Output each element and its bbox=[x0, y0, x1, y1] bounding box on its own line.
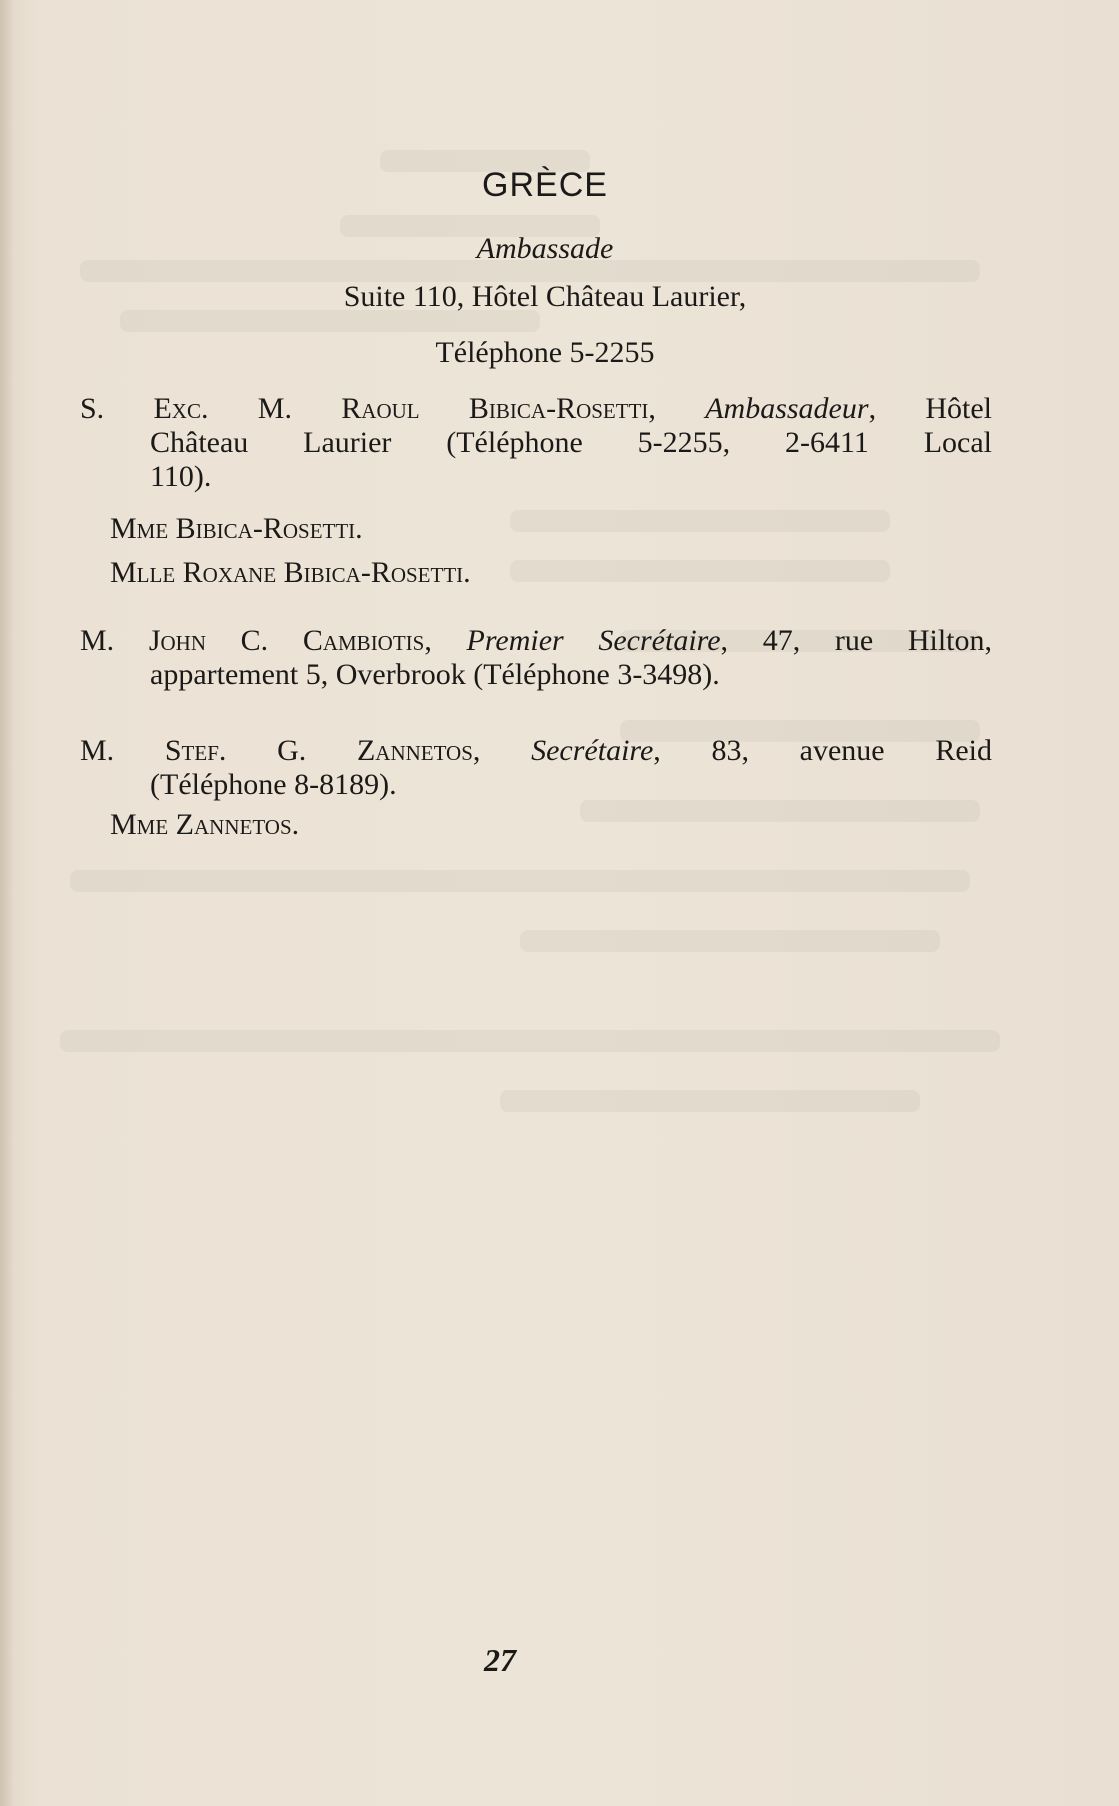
separator: , bbox=[648, 392, 706, 425]
entry-continuation: 110). bbox=[150, 460, 212, 493]
staff-entry-daughter: Mlle Roxane Bibica-Rosetti. bbox=[110, 556, 471, 589]
staff-title: Premier Secrétaire bbox=[466, 624, 721, 657]
page-edge-shadow bbox=[0, 0, 14, 1806]
mission-type: Ambassade bbox=[476, 232, 614, 265]
page-number: 27 bbox=[484, 1642, 516, 1678]
staff-entry-secretary bbox=[80, 734, 992, 802]
staff-name: Stef. G. Zannetos bbox=[164, 734, 473, 767]
entry-line bbox=[80, 734, 992, 768]
entry-prefix: S. Exc. M. bbox=[80, 392, 342, 425]
staff-entry-secretary-spouse: Mme Zannetos. bbox=[110, 808, 300, 841]
country-heading: GRÈCE bbox=[482, 166, 608, 204]
entry-address: , Hôtel bbox=[868, 392, 993, 425]
staff-entry-first-secretary bbox=[80, 624, 992, 692]
entry-continuation: Château Laurier (Téléphone 5-2255, 2-6411 Local bbox=[150, 426, 992, 459]
entry-prefix: M. bbox=[80, 624, 149, 657]
staff-name: John C. Cambiotis bbox=[148, 624, 425, 657]
staff-entry-ambassador bbox=[80, 392, 992, 494]
mission-address: Suite 110, Hôtel Château Laurier, bbox=[343, 280, 747, 313]
entry-address: , 47, rue Hilton, bbox=[720, 624, 992, 657]
staff-title: Secrétaire bbox=[531, 734, 654, 767]
entry-prefix: M. bbox=[80, 734, 165, 767]
separator: , bbox=[424, 624, 467, 657]
separator: , bbox=[472, 734, 532, 767]
staff-title: Ambassadeur bbox=[705, 392, 869, 425]
entry-line bbox=[80, 624, 992, 658]
entry-continuation: appartement 5, Overbrook (Téléphone 3-3498). bbox=[150, 658, 720, 691]
staff-name: Raoul Bibica-Rosetti bbox=[341, 392, 649, 425]
entry-continuation: (Téléphone 8-8189). bbox=[150, 768, 397, 801]
staff-entry-spouse: Mme Bibica-Rosetti. bbox=[110, 512, 363, 545]
entry-line bbox=[80, 392, 992, 426]
mission-phone: Téléphone 5-2255 bbox=[435, 336, 655, 369]
entry-address: , 83, avenue Reid bbox=[653, 734, 992, 767]
